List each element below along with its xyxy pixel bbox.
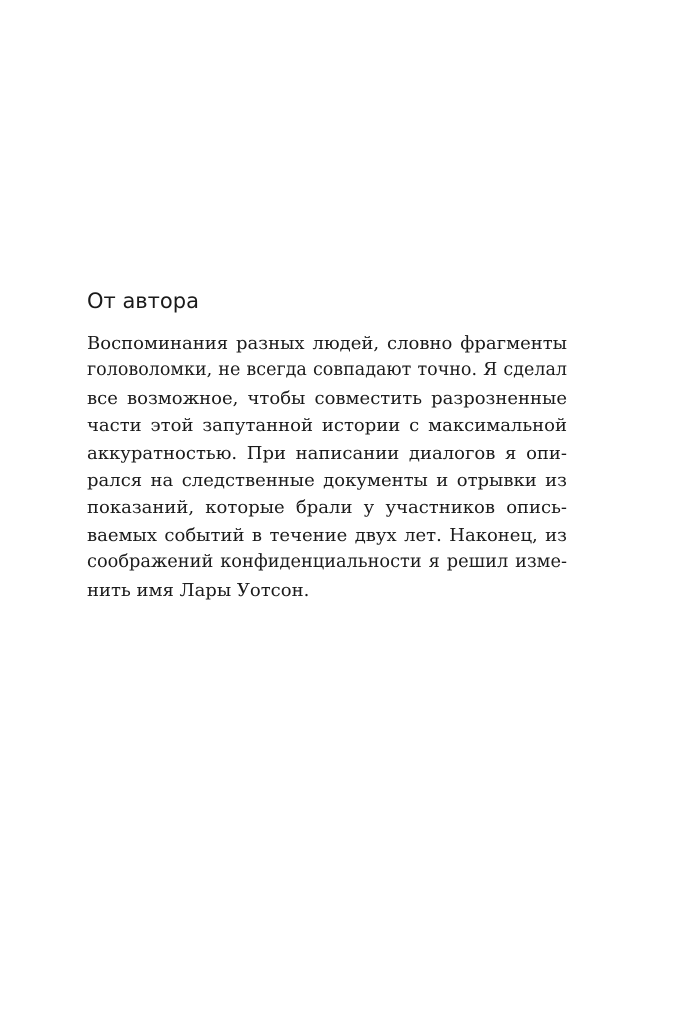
paragraph-line: Воспоминания разных людей, словно фрагменты — [87, 333, 567, 354]
paragraph-line: части этой запутанной истории с максимальной — [87, 415, 567, 437]
paragraph-line: соображений конфиденциальности я решил изме- — [87, 552, 567, 573]
section-heading: От автора — [87, 289, 199, 313]
paragraph-line: рался на следственные документы и отрывки из — [87, 470, 567, 492]
paragraph-line: ваемых событий в течение двух лет. Наконец, из — [87, 524, 567, 546]
paragraph-line: головоломки, не всегда совпадают точно. Я сделал — [87, 360, 567, 381]
paragraph-line: показаний, которые брали у участников опись- — [87, 497, 567, 519]
paragraph-line: все возможное, чтобы совместить разрозненные — [87, 387, 567, 409]
author-note-paragraph — [87, 330, 567, 604]
paragraph-line: нить имя Лары Уотсон. — [87, 579, 310, 601]
paragraph-line: аккуратностью. При написании диалогов я опи- — [87, 442, 567, 464]
